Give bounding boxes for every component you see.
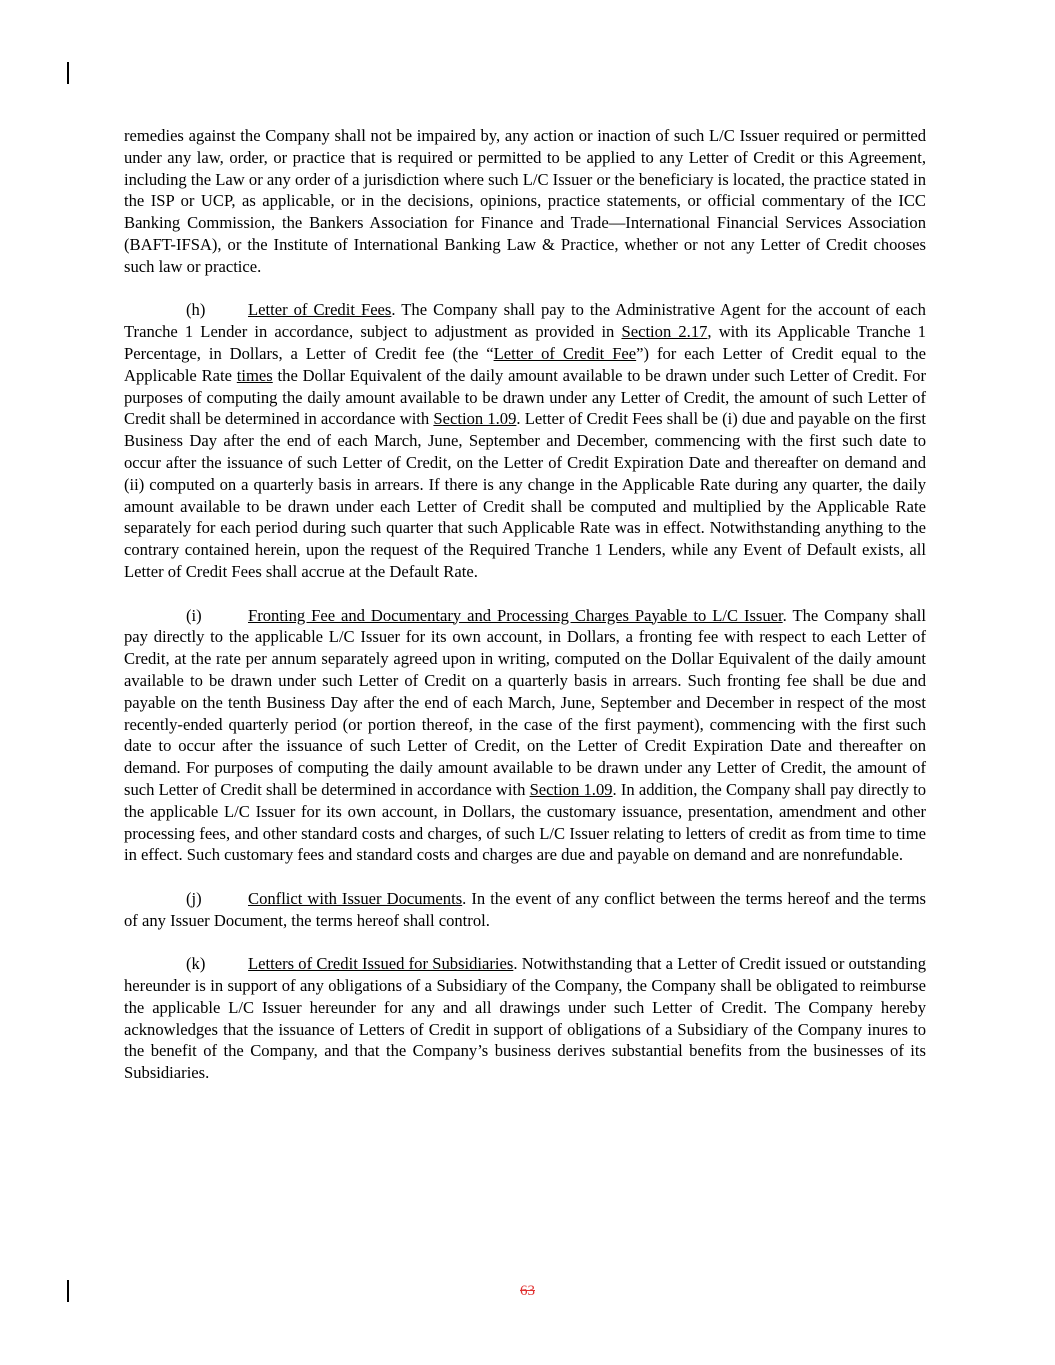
paragraph-label: (h) [186, 300, 206, 320]
page-number: 63 [520, 1283, 535, 1299]
paragraph-k: (k) Letters of Credit Issued for Subsidiaries. Notwithstanding that a Letter of Credit issued or outstanding hereunder is in support of any obligations of a Subsidiary of the Company, the Company shall be obligated to reimburse the applicable L/C Issuer hereunder for any and all drawings under such Letter of Credit. The Company hereby acknowledges that the issuance of Letters of Credit in support of obligations of a Subsidiary of the Company inures to the benefit of the Company, and that the Company’s business derives substantial benefits from the businesses of its Subsidiaries. [124, 954, 926, 1083]
section-reference: Section 1.09 [433, 409, 517, 429]
paragraph-heading: Letter of Credit Fees [248, 300, 392, 320]
defined-term: Letter of Credit Fee [493, 343, 637, 363]
paragraph-label: (j) [186, 888, 202, 908]
paragraph-label: (k) [186, 954, 206, 974]
section-reference: Section 1.09 [529, 779, 613, 799]
paragraph-h: (h) Letter of Credit Fees. The Company shall pay to the Administrative Agent for the account of each Tranche 1 Lender in accordance, subject to adjustment as provided in Section 2.17, with its Applicable Tranche 1 Percentage, in Dollars, a Letter of Credit fee (the “Letter of Credit Fee”) for each Letter of Credit equal to the Applicable Rate times the Dollar Equivalent of the daily amount available to be drawn under such Letter of Credit. For purposes of computing the daily amount available to be drawn under any Letter of Credit, the amount of such Letter of Credit shall be determined in accordance with Section 1.09. Letter of Credit Fees shall be (i) due and payable on the first Business Day after the end of each March, June, September and December, commencing with the first such date to occur after the issuance of such Letter of Credit, on the Letter of Credit Expiration Date and thereafter on demand and (ii) computed on a quarterly basis in arrears. If there is any change in the Applicable Rate during any quarter, the daily amount available to be drawn under each Letter of Credit shall be computed and multiplied by the Applicable Rate separately for each period during such quarter that such Applicable Rate was in effect. Notwithstanding anything to the contrary contained herein, upon the request of the Required Tranche 1 Lenders, while any Event of Default exists, all Letter of Credit Fees shall accrue at the Default Rate. [124, 300, 926, 581]
paragraph-heading: Letters of Credit Issued for Subsidiaries [248, 954, 514, 974]
paragraph-label: (i) [186, 605, 202, 625]
change-bar-top [67, 62, 69, 84]
document-body [124, 125, 926, 1106]
paragraph-heading: Conflict with Issuer Documents [248, 888, 463, 908]
paragraph-heading: Fronting Fee and Documentary and Processing Charges Payable to L/C Issuer [248, 605, 783, 625]
continuation-paragraph: remedies against the Company shall not be impaired by, any action or inaction of such L/C Issuer required or permitted under any law, order, or practice that is required or permitted to be applied to any Letter of Credit or this Agreement, including the Law or any order of a jurisdiction where such L/C Issuer or the beneficiary is located, the practice stated in the ISP or UCP, as applicable, or in the decisions, opinions, practice statements, or official commentary of the ICC Banking Commission, the Bankers Association for Finance and Trade—International Financial Services Association (BAFT-IFSA), or the Institute of International Banking Law & Practice, whether or not any Letter of Credit chooses such law or practice. [124, 126, 926, 276]
emphasis-term: times [236, 365, 273, 385]
paragraph-j: (j) Conflict with Issuer Documents. In the event of any conflict between the terms hereof and the terms of any Issuer Document, the terms hereof shall control. [124, 888, 926, 930]
section-reference: Section 2.17 [621, 322, 708, 342]
paragraph-i: (i) Fronting Fee and Documentary and Processing Charges Payable to L/C Issuer. The Company shall pay directly to the applicable L/C Issuer for its own account, in Dollars, a fronting fee with respect to each Letter of Credit, at the rate per annum separately agreed upon in writing, computed on the Dollar Equivalent of the daily amount available to be drawn under such Letter of Credit on a quarterly basis in arrears. Such fronting fee shall be due and payable on the tenth Business Day after the end of each March, June, September and December in respect of the most recently-ended quarterly period (or portion thereof, in the case of the first payment), commencing with the first such date to occur after the issuance of such Letter of Credit, on the Letter of Credit Expiration Date and thereafter on demand. For purposes of computing the daily amount available to be drawn under any Letter of Credit, the amount of such Letter of Credit shall be determined in accordance with Section 1.09. In addition, the Company shall pay directly to the applicable L/C Issuer for its own account, in Dollars, the customary issuance, presentation, amendment and other processing fees, and other standard costs and charges, of such L/C Issuer relating to letters of credit as from time to time in effect. Such customary fees and standard costs and charges are due and payable on demand and are nonrefundable. [124, 605, 926, 865]
